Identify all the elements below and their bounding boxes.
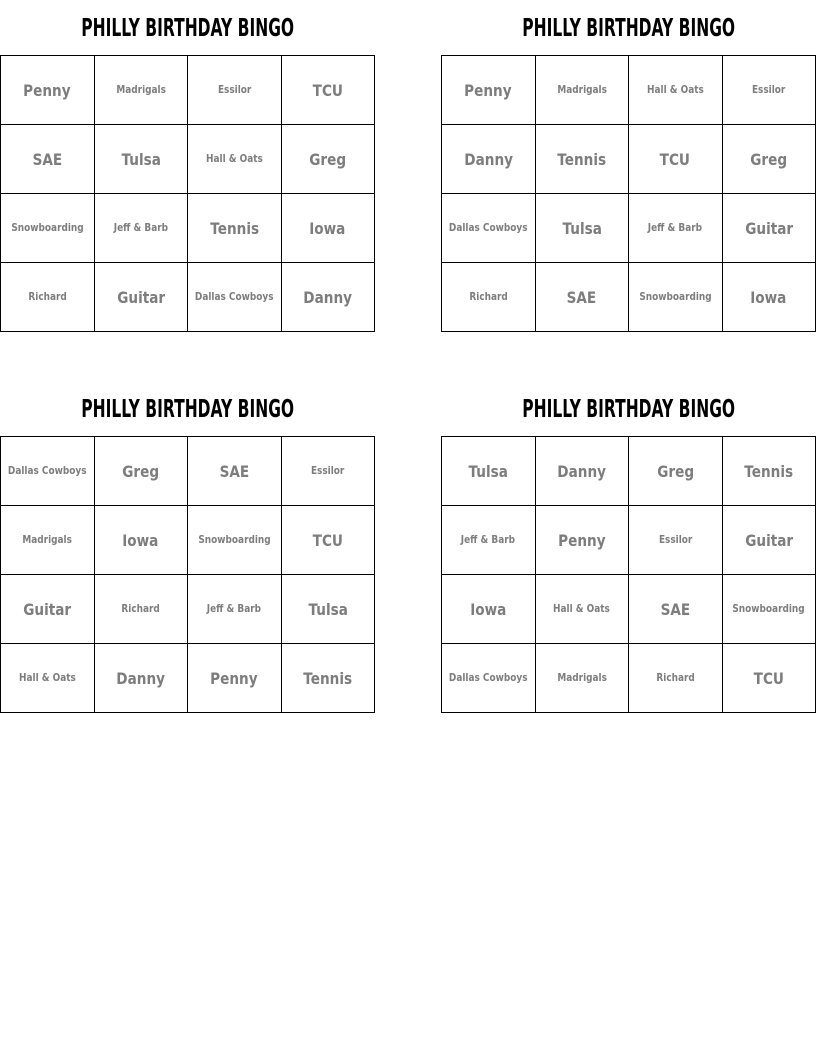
bingo-cell-label: Penny xyxy=(23,80,71,100)
bingo-cell xyxy=(1,644,95,713)
bingo-cell xyxy=(282,125,376,194)
bingo-cell-label: SAE xyxy=(219,461,250,481)
bingo-cell-label: Jeff & Barb xyxy=(461,534,516,546)
bingo-cell xyxy=(188,437,282,506)
bingo-cell-label: Richard xyxy=(121,603,160,615)
bingo-cell xyxy=(536,575,630,644)
bingo-cell-label: Snowboarding xyxy=(639,291,712,303)
bingo-cell xyxy=(282,194,376,263)
bingo-cell xyxy=(95,575,189,644)
bingo-cell-label: Tulsa xyxy=(308,599,348,619)
bingo-cell xyxy=(282,263,376,332)
bingo-cell-label: Dallas Cowboys xyxy=(448,222,528,234)
bingo-cell-label: Jeff & Barb xyxy=(207,603,262,615)
bingo-cell-label: TCU xyxy=(660,149,691,169)
bingo-cell xyxy=(629,125,723,194)
bingo-cell xyxy=(95,56,189,125)
bingo-cell-label: Essilor xyxy=(752,84,786,96)
card-title xyxy=(441,13,816,55)
bingo-cell-label: Penny xyxy=(558,530,606,550)
bingo-cell-label: Greg xyxy=(656,461,694,481)
bingo-cell-label: Dallas Cowboys xyxy=(7,465,87,477)
bingo-cell xyxy=(188,194,282,263)
bingo-cell-label: Guitar xyxy=(744,218,793,238)
bingo-cell-label: SAE xyxy=(32,149,63,169)
bingo-cell xyxy=(723,263,816,332)
bingo-cell xyxy=(629,56,723,125)
bingo-cell xyxy=(282,56,376,125)
bingo-cell xyxy=(723,575,816,644)
bingo-cell-label: Iowa xyxy=(309,218,346,238)
bingo-cell xyxy=(723,125,816,194)
bingo-cell-label: Iowa xyxy=(470,599,507,619)
bingo-cell-label: TCU xyxy=(312,80,343,100)
bingo-cell xyxy=(442,437,536,506)
bingo-cell-label: Essilor xyxy=(658,534,692,546)
bingo-cell xyxy=(629,506,723,575)
bingo-cell xyxy=(95,437,189,506)
bingo-grid xyxy=(0,436,375,713)
bingo-cell xyxy=(442,125,536,194)
bingo-cell-label: Hall & Oats xyxy=(18,672,76,684)
card-title-text: PHILLY BIRTHDAY BINGO xyxy=(81,13,294,42)
bingo-cell xyxy=(1,575,95,644)
card-title-text: PHILLY BIRTHDAY BINGO xyxy=(81,394,294,423)
bingo-cell-label: SAE xyxy=(566,287,597,307)
bingo-cell xyxy=(95,506,189,575)
bingo-cell-label: Guitar xyxy=(116,287,165,307)
bingo-cell xyxy=(536,56,630,125)
bingo-cell xyxy=(536,644,630,713)
bingo-cell-label: Hall & Oats xyxy=(646,84,704,96)
bingo-cell-label: Danny xyxy=(463,149,513,169)
bingo-cell-label: Iowa xyxy=(122,530,159,550)
bingo-cell-label: SAE xyxy=(660,599,691,619)
bingo-cell-label: Snowboarding xyxy=(198,534,271,546)
bingo-cell xyxy=(723,644,816,713)
bingo-cell xyxy=(1,437,95,506)
bingo-cell-label: Tulsa xyxy=(121,149,161,169)
bingo-cell xyxy=(442,575,536,644)
bingo-cell xyxy=(1,125,95,194)
bingo-cell-label: Dallas Cowboys xyxy=(194,291,274,303)
bingo-grid xyxy=(441,436,816,713)
bingo-cell xyxy=(1,506,95,575)
bingo-grid xyxy=(0,55,375,332)
bingo-cell xyxy=(629,437,723,506)
card-title-text: PHILLY BIRTHDAY BINGO xyxy=(522,13,735,42)
bingo-cell-label: Jeff & Barb xyxy=(648,222,703,234)
bingo-cell-label: Danny xyxy=(557,461,607,481)
bingo-cell xyxy=(95,194,189,263)
bingo-cell xyxy=(442,644,536,713)
bingo-cell-label: Dallas Cowboys xyxy=(448,672,528,684)
bingo-cell-label: Tulsa xyxy=(562,218,602,238)
bingo-cell-label: TCU xyxy=(312,530,343,550)
bingo-cell xyxy=(95,263,189,332)
bingo-grid xyxy=(441,55,816,332)
bingo-cell xyxy=(442,194,536,263)
bingo-cell xyxy=(95,644,189,713)
bingo-cell xyxy=(1,194,95,263)
bingo-cell xyxy=(536,506,630,575)
bingo-cell-label: Tennis xyxy=(303,668,353,688)
bingo-cell-label: Madrigals xyxy=(22,534,73,546)
bingo-cell xyxy=(442,56,536,125)
bingo-cell xyxy=(1,56,95,125)
bingo-cell-label: Madrigals xyxy=(556,84,607,96)
bingo-cell-label: Guitar xyxy=(744,530,793,550)
bingo-cell-label: Madrigals xyxy=(115,84,166,96)
bingo-cell-label: Guitar xyxy=(23,599,72,619)
bingo-cell-label: Richard xyxy=(656,672,695,684)
card-title xyxy=(0,13,375,55)
bingo-cell xyxy=(282,437,376,506)
bingo-cell-label: Tennis xyxy=(209,218,259,238)
bingo-card xyxy=(0,13,375,332)
bingo-cell xyxy=(188,575,282,644)
card-title-text: PHILLY BIRTHDAY BINGO xyxy=(522,394,735,423)
bingo-cell xyxy=(188,263,282,332)
bingo-cell xyxy=(723,506,816,575)
bingo-card xyxy=(441,394,816,713)
bingo-cell xyxy=(723,56,816,125)
bingo-cell xyxy=(442,263,536,332)
bingo-cell xyxy=(629,263,723,332)
bingo-cell xyxy=(282,506,376,575)
bingo-cell-label: Richard xyxy=(28,291,67,303)
bingo-card xyxy=(441,13,816,332)
bingo-cell xyxy=(188,506,282,575)
bingo-cell xyxy=(188,644,282,713)
bingo-cell-label: Tennis xyxy=(557,149,607,169)
bingo-cell xyxy=(442,506,536,575)
bingo-cell xyxy=(282,644,376,713)
bingo-cell-label: Richard xyxy=(469,291,508,303)
bingo-cell-label: Greg xyxy=(309,149,347,169)
bingo-cell xyxy=(188,125,282,194)
bingo-cell xyxy=(629,644,723,713)
bingo-cell xyxy=(629,194,723,263)
bingo-cell xyxy=(282,575,376,644)
bingo-cell-label: TCU xyxy=(753,668,784,688)
bingo-cell-label: Penny xyxy=(464,80,512,100)
bingo-cell-label: Jeff & Barb xyxy=(113,222,168,234)
bingo-cell xyxy=(536,263,630,332)
bingo-cell xyxy=(536,125,630,194)
bingo-cell xyxy=(95,125,189,194)
bingo-cell xyxy=(723,437,816,506)
bingo-cell-label: Danny xyxy=(116,668,166,688)
bingo-cell-label: Hall & Oats xyxy=(553,603,611,615)
bingo-cell-label: Danny xyxy=(303,287,353,307)
bingo-cell-label: Hall & Oats xyxy=(205,153,263,165)
bingo-cell-label: Madrigals xyxy=(556,672,607,684)
bingo-cell-label: Greg xyxy=(750,149,788,169)
bingo-cell xyxy=(536,437,630,506)
bingo-cell-label: Essilor xyxy=(217,84,251,96)
bingo-cell xyxy=(536,194,630,263)
bingo-cell-label: Snowboarding xyxy=(732,603,805,615)
bingo-cell xyxy=(629,575,723,644)
bingo-cell-label: Iowa xyxy=(750,287,787,307)
bingo-cell xyxy=(188,56,282,125)
bingo-cell-label: Tulsa xyxy=(468,461,508,481)
bingo-cell-label: Tennis xyxy=(744,461,794,481)
bingo-cell-label: Snowboarding xyxy=(11,222,84,234)
bingo-cell-label: Penny xyxy=(210,668,258,688)
bingo-card xyxy=(0,394,375,713)
card-title xyxy=(441,394,816,436)
bingo-cell xyxy=(1,263,95,332)
bingo-cell-label: Greg xyxy=(122,461,160,481)
bingo-cell xyxy=(723,194,816,263)
card-title xyxy=(0,394,375,436)
bingo-cell-label: Essilor xyxy=(311,465,345,477)
